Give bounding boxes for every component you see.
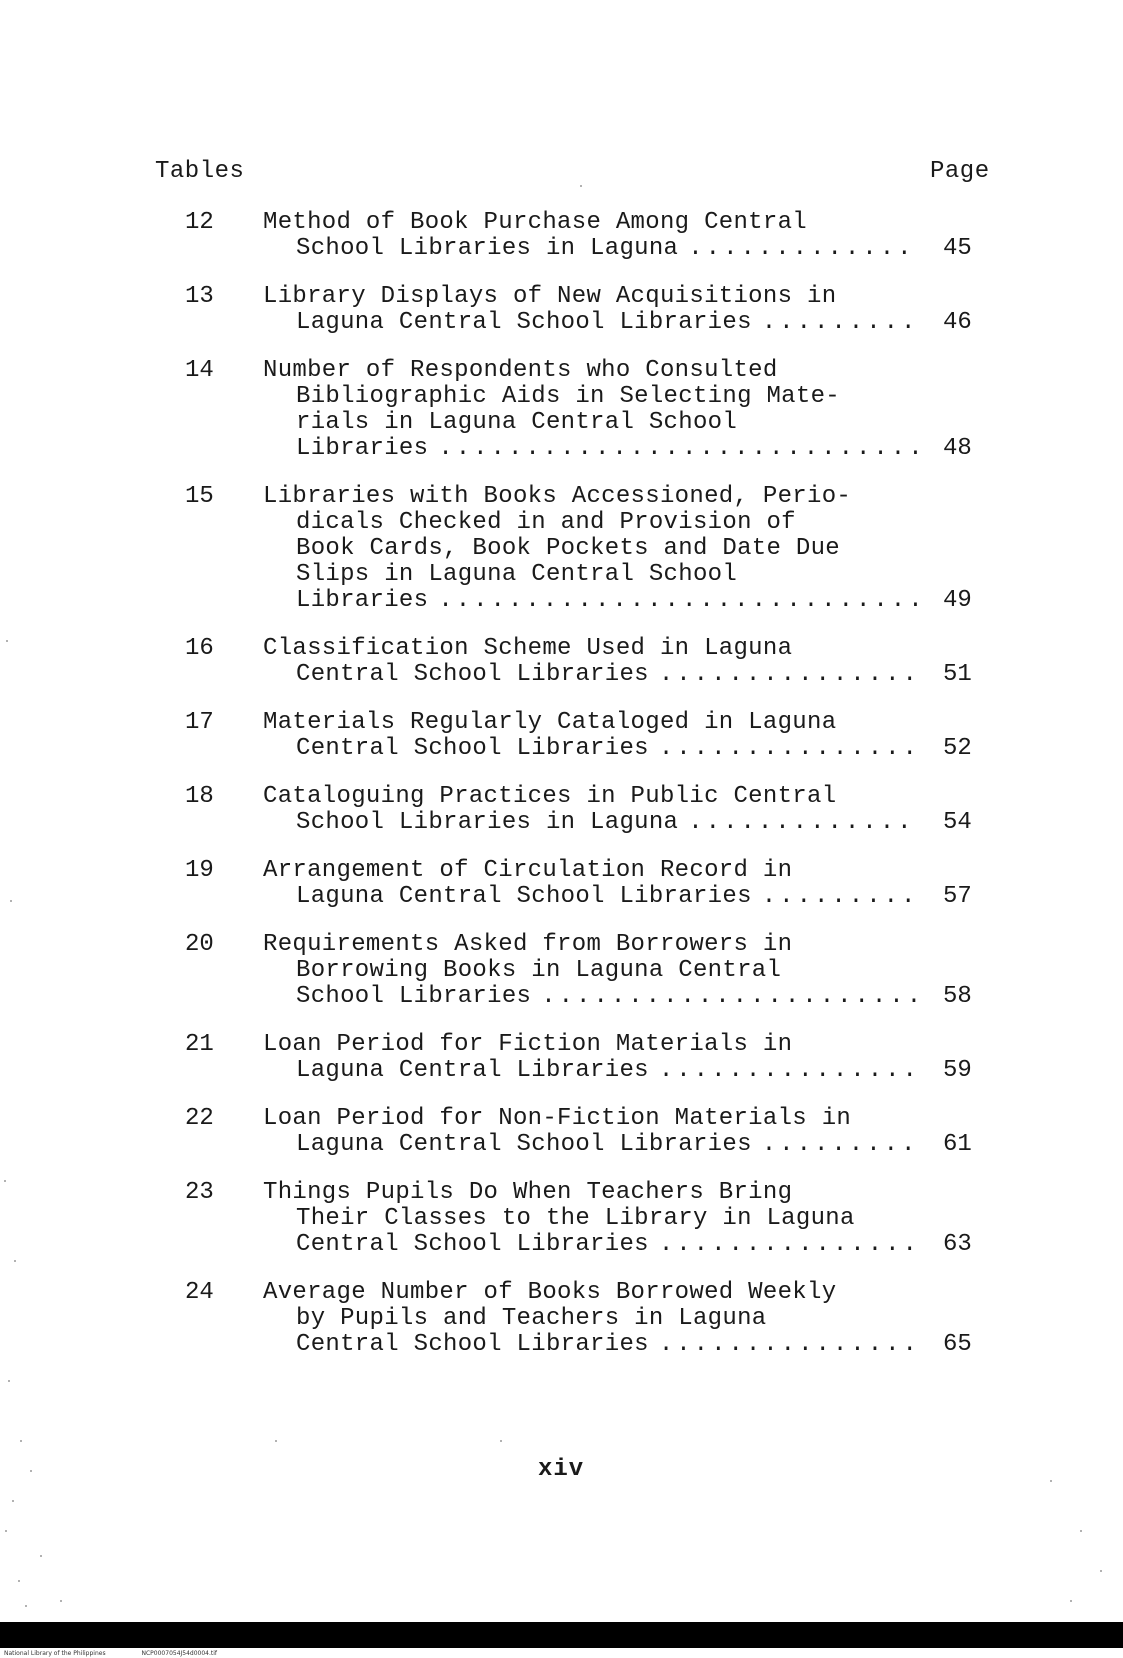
table-entry <box>0 1032 1123 1084</box>
scan-footer-bar <box>0 1622 1123 1648</box>
page-number: 52 <box>943 735 972 762</box>
scan-speck <box>1080 1530 1082 1532</box>
table-title <box>263 710 918 762</box>
table-title-line: Loan Period for Non-Fiction Materials in <box>263 1106 852 1132</box>
table-title <box>263 484 918 614</box>
table-title-line: Library Displays of New Acquisitions in <box>263 284 837 310</box>
table-number: 24 <box>185 1279 214 1306</box>
scan-speck <box>580 185 582 187</box>
scan-speck <box>5 1530 7 1532</box>
table-title <box>263 636 918 688</box>
page-number: 51 <box>943 661 972 688</box>
scan-speck <box>60 1600 62 1602</box>
dot-leader <box>762 884 918 910</box>
scan-speck <box>1070 1600 1072 1602</box>
page-number: 65 <box>943 1331 972 1358</box>
table-title-line <box>263 884 918 910</box>
table-number: 22 <box>185 1105 214 1132</box>
table-title <box>263 1280 918 1358</box>
table-title-line: Requirements Asked from Borrowers in <box>263 932 793 958</box>
table-number: 19 <box>185 857 214 884</box>
table-title-line: Their Classes to the Library in Laguna <box>296 1206 855 1232</box>
page-number: 54 <box>943 809 972 836</box>
table-entry <box>0 784 1123 836</box>
page-number: 61 <box>943 1131 972 1158</box>
dot-leader <box>688 810 918 836</box>
dot-leader <box>659 1332 918 1358</box>
page-number: 63 <box>943 1231 972 1258</box>
dot-leader <box>541 984 918 1010</box>
page-number: 58 <box>943 983 972 1010</box>
scan-speck <box>4 1180 6 1182</box>
table-entry <box>0 484 1123 614</box>
table-number: 14 <box>185 357 214 384</box>
table-title-line: by Pupils and Teachers in Laguna <box>296 1306 767 1332</box>
table-title-line <box>263 436 918 462</box>
table-entry <box>0 358 1123 462</box>
table-number: 18 <box>185 783 214 810</box>
page-number: 46 <box>943 309 972 336</box>
table-title-text: School Libraries <box>296 984 532 1010</box>
table-title-text: Central School Libraries <box>296 662 649 688</box>
table-title-line: Classification Scheme Used in Laguna <box>263 636 793 662</box>
table-number: 23 <box>185 1179 214 1206</box>
table-title <box>263 1032 918 1084</box>
table-title-line: Materials Regularly Cataloged in Laguna <box>263 710 837 736</box>
table-number: 13 <box>185 283 214 310</box>
table-title-text: Central School Libraries <box>296 1332 649 1358</box>
scan-speck <box>6 640 8 642</box>
list-of-tables <box>0 210 1123 1380</box>
table-title <box>263 858 918 910</box>
table-number: 16 <box>185 635 214 662</box>
page-number: 59 <box>943 1057 972 1084</box>
table-title-line <box>263 662 918 688</box>
table-title-line: Bibliographic Aids in Selecting Mate- <box>296 384 840 410</box>
scan-speck <box>8 1380 10 1382</box>
table-title-line: dicals Checked in and Provision of <box>296 510 796 536</box>
dot-leader <box>762 310 918 336</box>
scan-footer-text <box>0 1649 1123 1658</box>
table-number: 12 <box>185 209 214 236</box>
table-entry <box>0 1180 1123 1258</box>
scan-speck <box>10 900 12 902</box>
dot-leader <box>688 236 918 262</box>
scan-speck <box>1100 1570 1102 1572</box>
table-number: 21 <box>185 1031 214 1058</box>
dot-leader <box>438 436 918 462</box>
table-entry <box>0 710 1123 762</box>
table-title-line: Libraries with Books Accessioned, Perio- <box>263 484 852 510</box>
table-title-line: Loan Period for Fiction Materials in <box>263 1032 793 1058</box>
dot-leader <box>762 1132 918 1158</box>
scan-speck <box>20 1440 22 1442</box>
page-number: 49 <box>943 587 972 614</box>
scan-speck <box>275 1440 277 1442</box>
table-title-line <box>263 1232 918 1258</box>
table-title-text: School Libraries in Laguna <box>296 810 679 836</box>
table-title-line <box>263 1058 918 1084</box>
table-title-line <box>263 236 918 262</box>
table-title-text: Laguna Central School Libraries <box>296 884 752 910</box>
page-column-header: Page <box>930 158 990 185</box>
table-title <box>263 784 918 836</box>
table-title-line: Number of Respondents who Consulted <box>263 358 778 384</box>
table-title-line: Things Pupils Do When Teachers Bring <box>263 1180 793 1206</box>
scan-speck <box>25 1605 27 1607</box>
table-title-text: Central School Libraries <box>296 736 649 762</box>
table-title-line <box>263 588 918 614</box>
table-title-line: Average Number of Books Borrowed Weekly <box>263 1280 837 1306</box>
table-title-text: Libraries <box>296 588 429 614</box>
table-title-line <box>263 1332 918 1358</box>
table-title-line: rials in Laguna Central School <box>296 410 738 436</box>
dot-leader <box>659 736 918 762</box>
table-title <box>263 210 918 262</box>
table-title <box>263 1106 918 1158</box>
page-number: 57 <box>943 883 972 910</box>
scan-speck <box>500 1440 502 1442</box>
table-number: 20 <box>185 931 214 958</box>
table-entry <box>0 636 1123 688</box>
table-entry <box>0 858 1123 910</box>
table-entry <box>0 932 1123 1010</box>
table-number: 15 <box>185 483 214 510</box>
table-title-line: Cataloguing Practices in Public Central <box>263 784 837 810</box>
table-entry <box>0 284 1123 336</box>
page-number: 48 <box>943 435 972 462</box>
table-title <box>263 284 918 336</box>
tables-column-header: Tables <box>155 158 245 185</box>
table-number: 17 <box>185 709 214 736</box>
page-number: 45 <box>943 235 972 262</box>
footer-institution: National Library of the Philippines <box>4 1650 106 1657</box>
dot-leader <box>659 1058 918 1084</box>
dot-leader <box>659 662 918 688</box>
table-title-text: Laguna Central School Libraries <box>296 310 752 336</box>
scan-speck <box>30 1470 32 1472</box>
table-title-line <box>263 736 918 762</box>
table-title <box>263 358 918 462</box>
table-title <box>263 932 918 1010</box>
scan-speck <box>1050 1480 1052 1482</box>
table-title-line: Arrangement of Circulation Record in <box>263 858 793 884</box>
dot-leader <box>438 588 918 614</box>
scan-speck <box>18 1580 20 1582</box>
scan-speck <box>40 1555 42 1557</box>
table-title-line: Borrowing Books in Laguna Central <box>296 958 782 984</box>
table-title-line <box>263 984 918 1010</box>
table-title-line: Slips in Laguna Central School <box>296 562 738 588</box>
scan-speck <box>12 1500 14 1502</box>
footer-identifier: NCP0007054J54d0004.tif <box>141 1650 218 1657</box>
table-entry <box>0 210 1123 262</box>
table-title-text: School Libraries in Laguna <box>296 236 679 262</box>
scan-speck <box>14 1260 16 1262</box>
table-title <box>263 1180 918 1258</box>
page-folio: xiv <box>538 1456 585 1483</box>
table-title-line <box>263 1132 918 1158</box>
table-title-line <box>263 310 918 336</box>
table-title-line <box>263 810 918 836</box>
table-title-line: Method of Book Purchase Among Central <box>263 210 807 236</box>
table-title-text: Laguna Central School Libraries <box>296 1132 752 1158</box>
table-title-line: Book Cards, Book Pockets and Date Due <box>296 536 840 562</box>
table-entry <box>0 1280 1123 1358</box>
table-entry <box>0 1106 1123 1158</box>
table-title-text: Laguna Central Libraries <box>296 1058 649 1084</box>
dot-leader <box>659 1232 918 1258</box>
table-title-text: Central School Libraries <box>296 1232 649 1258</box>
table-title-text: Libraries <box>296 436 429 462</box>
